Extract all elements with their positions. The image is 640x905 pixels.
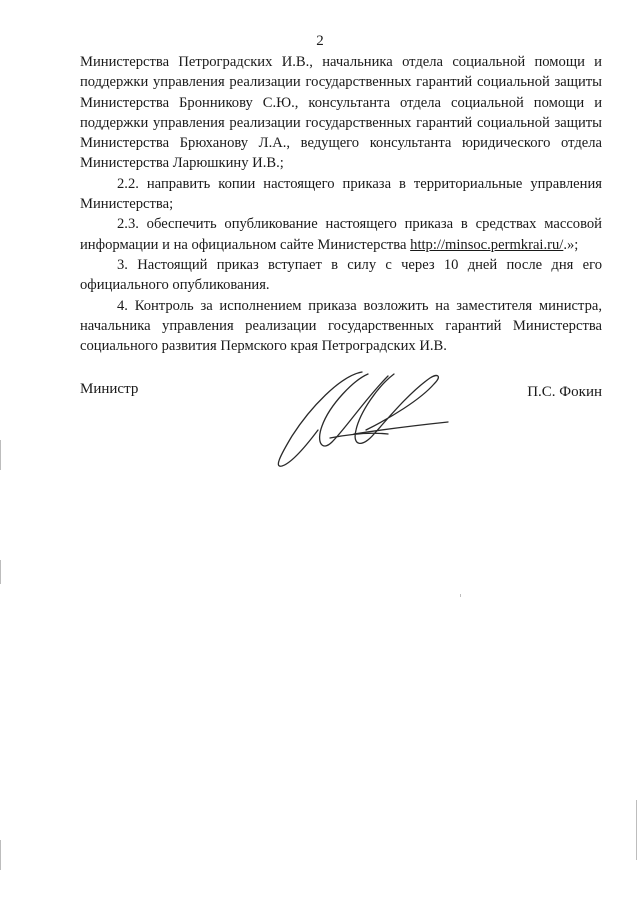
paragraph-3: 3. Настоящий приказ вступает в силу с через 10 дней после дня его официального опубликования.	[80, 256, 602, 294]
ministry-website-link[interactable]: http://minsoc.permkrai.ru/	[410, 236, 564, 253]
paragraph-continuation: Министерства Петроградских И.В., начальника отдела социальной помощи и поддержки управления реализации государственных гарантий социальной защиты Министерства Бронникову С.Ю., консультанта отдела социальной помощи и поддержки управления реализации государственных гарантий социальной защиты Министерства Брюханову Л.А., ведущего консультанта юридического отдела Министерства Ларюшкину И.В.;	[80, 54, 602, 172]
document-body	[80, 52, 602, 356]
scan-edge-mark	[460, 594, 461, 597]
scan-edge-mark	[0, 840, 1, 870]
paragraph-2-2: 2.2. направить копии настоящего приказа в территориальные управления Министерства;	[80, 175, 602, 213]
paragraph-2-3	[80, 214, 602, 255]
signatory-title: Министр	[80, 381, 139, 397]
page-number: 2	[316, 33, 324, 49]
scan-edge-mark	[0, 560, 1, 584]
handwritten-signature	[270, 368, 450, 472]
scan-edge-mark	[0, 440, 1, 470]
scan-edge-mark	[636, 800, 637, 860]
signatory-name: П.С. Фокин	[527, 384, 602, 400]
paragraph-2-3-tail: .»;	[563, 236, 579, 253]
paragraph-2-3-text: 2.3. обеспечить опубликование настоящего приказа в средствах массовой информации и на официальном сайте Министерства	[80, 216, 602, 253]
paragraph-4: 4. Контроль за исполнением приказа возложить на заместителя министра, начальника управления реализации государственных гарантий Министерства социального развития Пермского края Петроградских И.В.	[80, 297, 602, 355]
